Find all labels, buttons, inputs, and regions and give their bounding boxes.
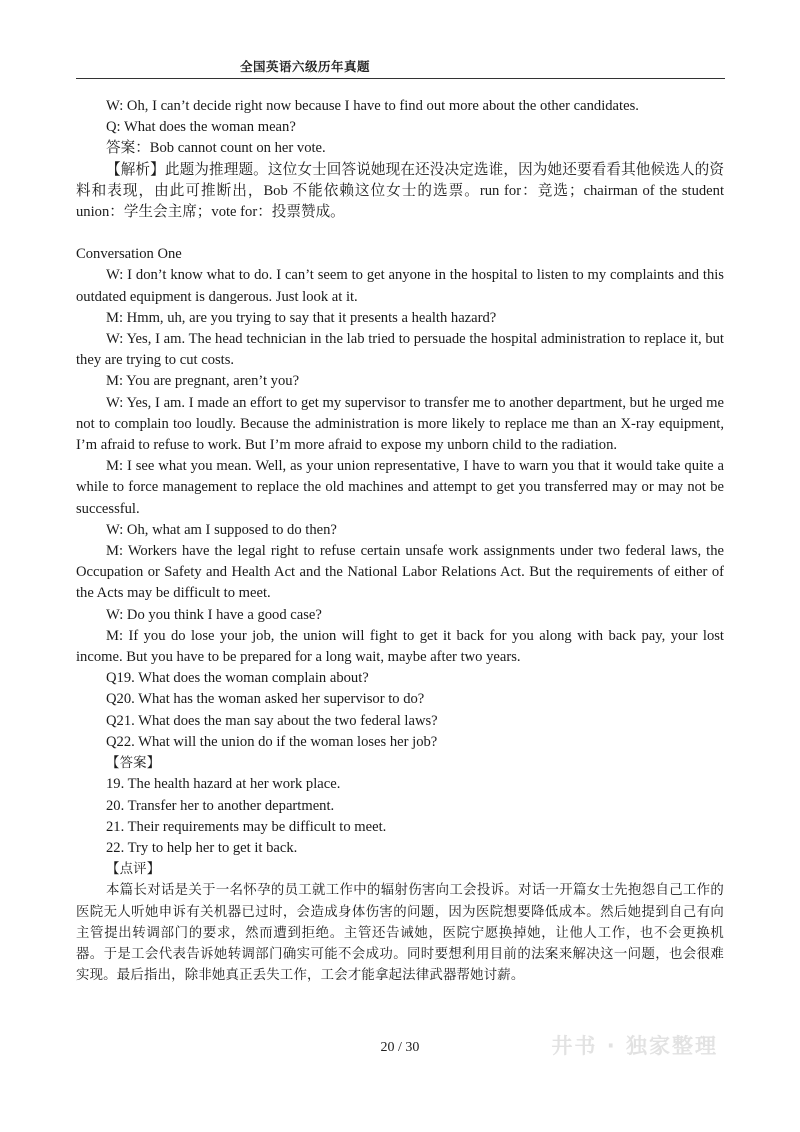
dialogue-line: M: If you do lose your job, the union will fight to get it back for you along with back pay, your lost income. But you have to be prepared for a long wait, maybe after two years. — [76, 627, 724, 666]
dialogue-line: M: I see what you mean. Well, as your union representative, I have to warn you that it would take quite a while to force management to replace the old machines and attempt to get you transferred may or may not be successful. — [76, 458, 724, 517]
dialogue-line: M: Hmm, uh, are you trying to say that it presents a health hazard? — [106, 309, 497, 326]
analysis-paragraph: 【解析】此题为推理题。这位女士回答说她现在还没决定选谁，因为她还要看看其他候选人的资料和表现，由此可推断出，Bob 不能依赖这位女士的选票。run for：竞选；chairman of the student union：学生会主席；vote for：投票赞成。 — [76, 161, 724, 221]
dialogue-line: W: Do you think I have a good case? — [106, 606, 322, 623]
question-item: Q21. What does the man say about the two federal laws? — [106, 712, 438, 729]
spacer — [76, 223, 724, 244]
dialogue-line: W: Yes, I am. I made an effort to get my supervisor to transfer me to another department, but he urged me not to complain too loudly. Because the administration is more likely to replace me than an X-ray equipment, I’m afraid to refuse to work. But I’m more afraid to expose my unborn child to the radiation. — [76, 394, 724, 454]
question-line: Q: What does the woman mean? — [106, 119, 296, 136]
answers-heading: 【答案】 — [106, 756, 161, 772]
dialogue-line: W: Yes, I am. The head technician in the lab tried to persuade the hospital administration to replace it, but they are trying to cut costs. — [76, 331, 724, 369]
answer-item: 19. The health hazard at her work place. — [106, 776, 341, 793]
comment-heading: 【点评】 — [106, 862, 161, 878]
dialogue-line: W: I don’t know what to do. I can’t seem to get anyone in the hospital to listen to my complaints and this outdated equipment is dangerous. Just look at it. — [76, 267, 724, 305]
dialogue-line: W: Oh, what am I supposed to do then? — [106, 521, 337, 538]
page-number: 20 / 30 — [380, 1040, 420, 1055]
footer-watermark: 井书 · 独家整理 — [551, 1034, 718, 1058]
answer-item: 20. Transfer her to another department. — [106, 797, 335, 814]
comment-paragraph: 本篇长对话是关于一名怀孕的员工就工作中的辐射伤害向工会投诉。对话一开篇女士先抱怨自己工作的医院无人听她申诉有关机器已过时，会造成身体伤害的问题，因为医院想要降低成本。然后她提到自己有向主管提出转调部门的要求，然而遭到拒绝。主管还告诫她，医院宁愿换掉她，让他人工作，也不会更换机器。于是工会代表告诉她转调部门确实可能不会成功。同时要想利用目前的法案来解决这一问题，也会很难实现。最后指出，除非她真正丢失工作，工会才能拿起法律武器帮她讨薪。 — [76, 883, 724, 984]
conversation-title: Conversation One — [76, 246, 182, 263]
answer-line: 答案：Bob cannot count on her vote. — [106, 140, 326, 157]
header-title: 全国英语六级历年真题 — [240, 59, 371, 74]
question-item: Q22. What will the union do if the woman loses her job? — [106, 733, 438, 750]
question-item: Q20. What has the woman asked her supervisor to do? — [106, 691, 425, 708]
question-item: Q19. What does the woman complain about? — [106, 670, 369, 687]
dialogue-line: M: You are pregnant, aren’t you? — [106, 373, 300, 390]
dialogue-line: W: Oh, I can’t decide right now because I have to find out more about the other candidates. — [106, 98, 639, 114]
answer-item: 22. Try to help her to get it back. — [106, 839, 298, 856]
document-body — [76, 96, 724, 986]
page-header — [76, 54, 725, 79]
dialogue-line: M: Workers have the legal right to refuse certain unsafe work assignments under two federal laws, the Occupation or Safety and Health Act and the National Labor Relations Act. But the requirements of either of the Acts may be difficult to meet. — [76, 543, 724, 602]
answer-item: 21. Their requirements may be difficult to meet. — [106, 818, 387, 835]
